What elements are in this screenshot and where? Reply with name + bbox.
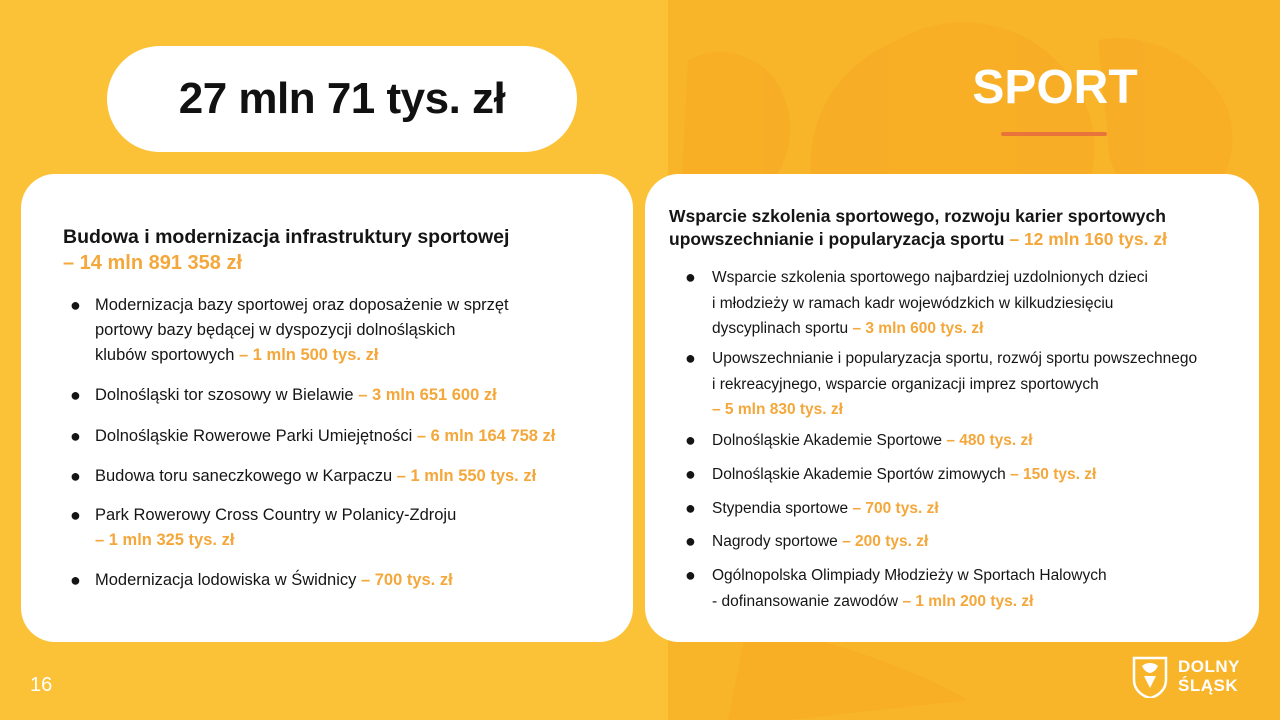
training-heading: Wsparcie szkolenia sportowego, rozwoju karier sportowych upowszechnianie i popularyzacja sportu – 12 mln 160 tys. zł xyxy=(669,206,1167,249)
bullet-icon: ● xyxy=(685,531,696,551)
list-item: ● Dolnośląskie Akademie Sportowe – 480 tys. zł xyxy=(712,428,1252,454)
list-item: ● Ogólnopolska Olimpiady Młodzieży w Sportach Halowych - dofinansowanie zawodów – 1 mln 200 tys. zł xyxy=(685,565,1107,610)
infrastructure-heading-amount: – 14 mln 891 358 zł xyxy=(63,252,243,274)
bullet-icon: ● xyxy=(685,267,696,287)
bullet-icon: ● xyxy=(70,385,81,405)
list-item: ● Dolnośląskie Akademie Sportów zimowych – 150 tys. zł xyxy=(712,462,1252,488)
bullet-icon: ● xyxy=(70,570,81,590)
list-item: ● Stypendia sportowe – 700 tys. zł xyxy=(712,496,1252,522)
bullet-icon: ● xyxy=(70,426,81,446)
infrastructure-heading: Budowa i modernizacja infrastruktury sportowej – 14 mln 891 358 zł xyxy=(63,226,510,274)
list-item: ● Modernizacja bazy sportowej oraz doposażenie w sprzęt portowy bazy będącej w dyspozycji dolnośląskich klubów sportowych – 1 mln 500 tys. zł xyxy=(70,295,509,364)
list-item: ● Park Rowerowy Cross Country w Polanicy-Zdroju – 1 mln 325 tys. zł xyxy=(70,505,457,549)
list-item: ● Dolnośląski tor szosowy w Bielawie – 3 mln 651 600 zł xyxy=(95,383,615,408)
title-underline xyxy=(1001,132,1107,136)
section-title: SPORT xyxy=(972,61,1138,114)
bullet-icon: ● xyxy=(70,295,81,315)
bullet-icon: ● xyxy=(70,466,81,486)
list-item: ● Upowszechnianie i popularyzacja sportu, rozwój sportu powszechnego i rekreacyjnego, wsparcie organizacji imprez sportowych – 5 mln 830 tys. zł xyxy=(685,348,1198,418)
bullet-icon: ● xyxy=(70,505,81,525)
page-number: 16 xyxy=(30,674,53,696)
bullet-icon: ● xyxy=(685,430,696,450)
bullet-icon: ● xyxy=(685,348,696,368)
total-amount-pill xyxy=(107,46,577,152)
training-heading-amount: – 12 mln 160 tys. zł xyxy=(1009,229,1167,249)
list-item: ● Dolnośląskie Rowerowe Parki Umiejętności – 6 mln 164 758 zł xyxy=(95,424,615,449)
list-item: ● Budowa toru saneczkowego w Karpaczu – 1 mln 550 tys. zł xyxy=(95,464,615,489)
total-amount: 27 mln 71 tys. zł xyxy=(178,74,506,123)
list-item: ● Modernizacja lodowiska w Świdnicy – 700 tys. zł xyxy=(95,568,615,593)
list-item: ● Nagrody sportowe – 200 tys. zł xyxy=(712,529,1252,555)
bullet-icon: ● xyxy=(685,498,696,518)
list-item: ● Wsparcie szkolenia sportowego najbardziej uzdolnionych dzieci i młodzieży w ramach kadr wojewódzkich w kilkudziesięciu dyscyplinach sportu – 3 mln 600 tys. zł xyxy=(685,267,1148,337)
bullet-icon: ● xyxy=(685,464,696,484)
bullet-icon: ● xyxy=(685,565,696,585)
logo-text: DOLNY ŚLĄSK xyxy=(1178,657,1240,695)
